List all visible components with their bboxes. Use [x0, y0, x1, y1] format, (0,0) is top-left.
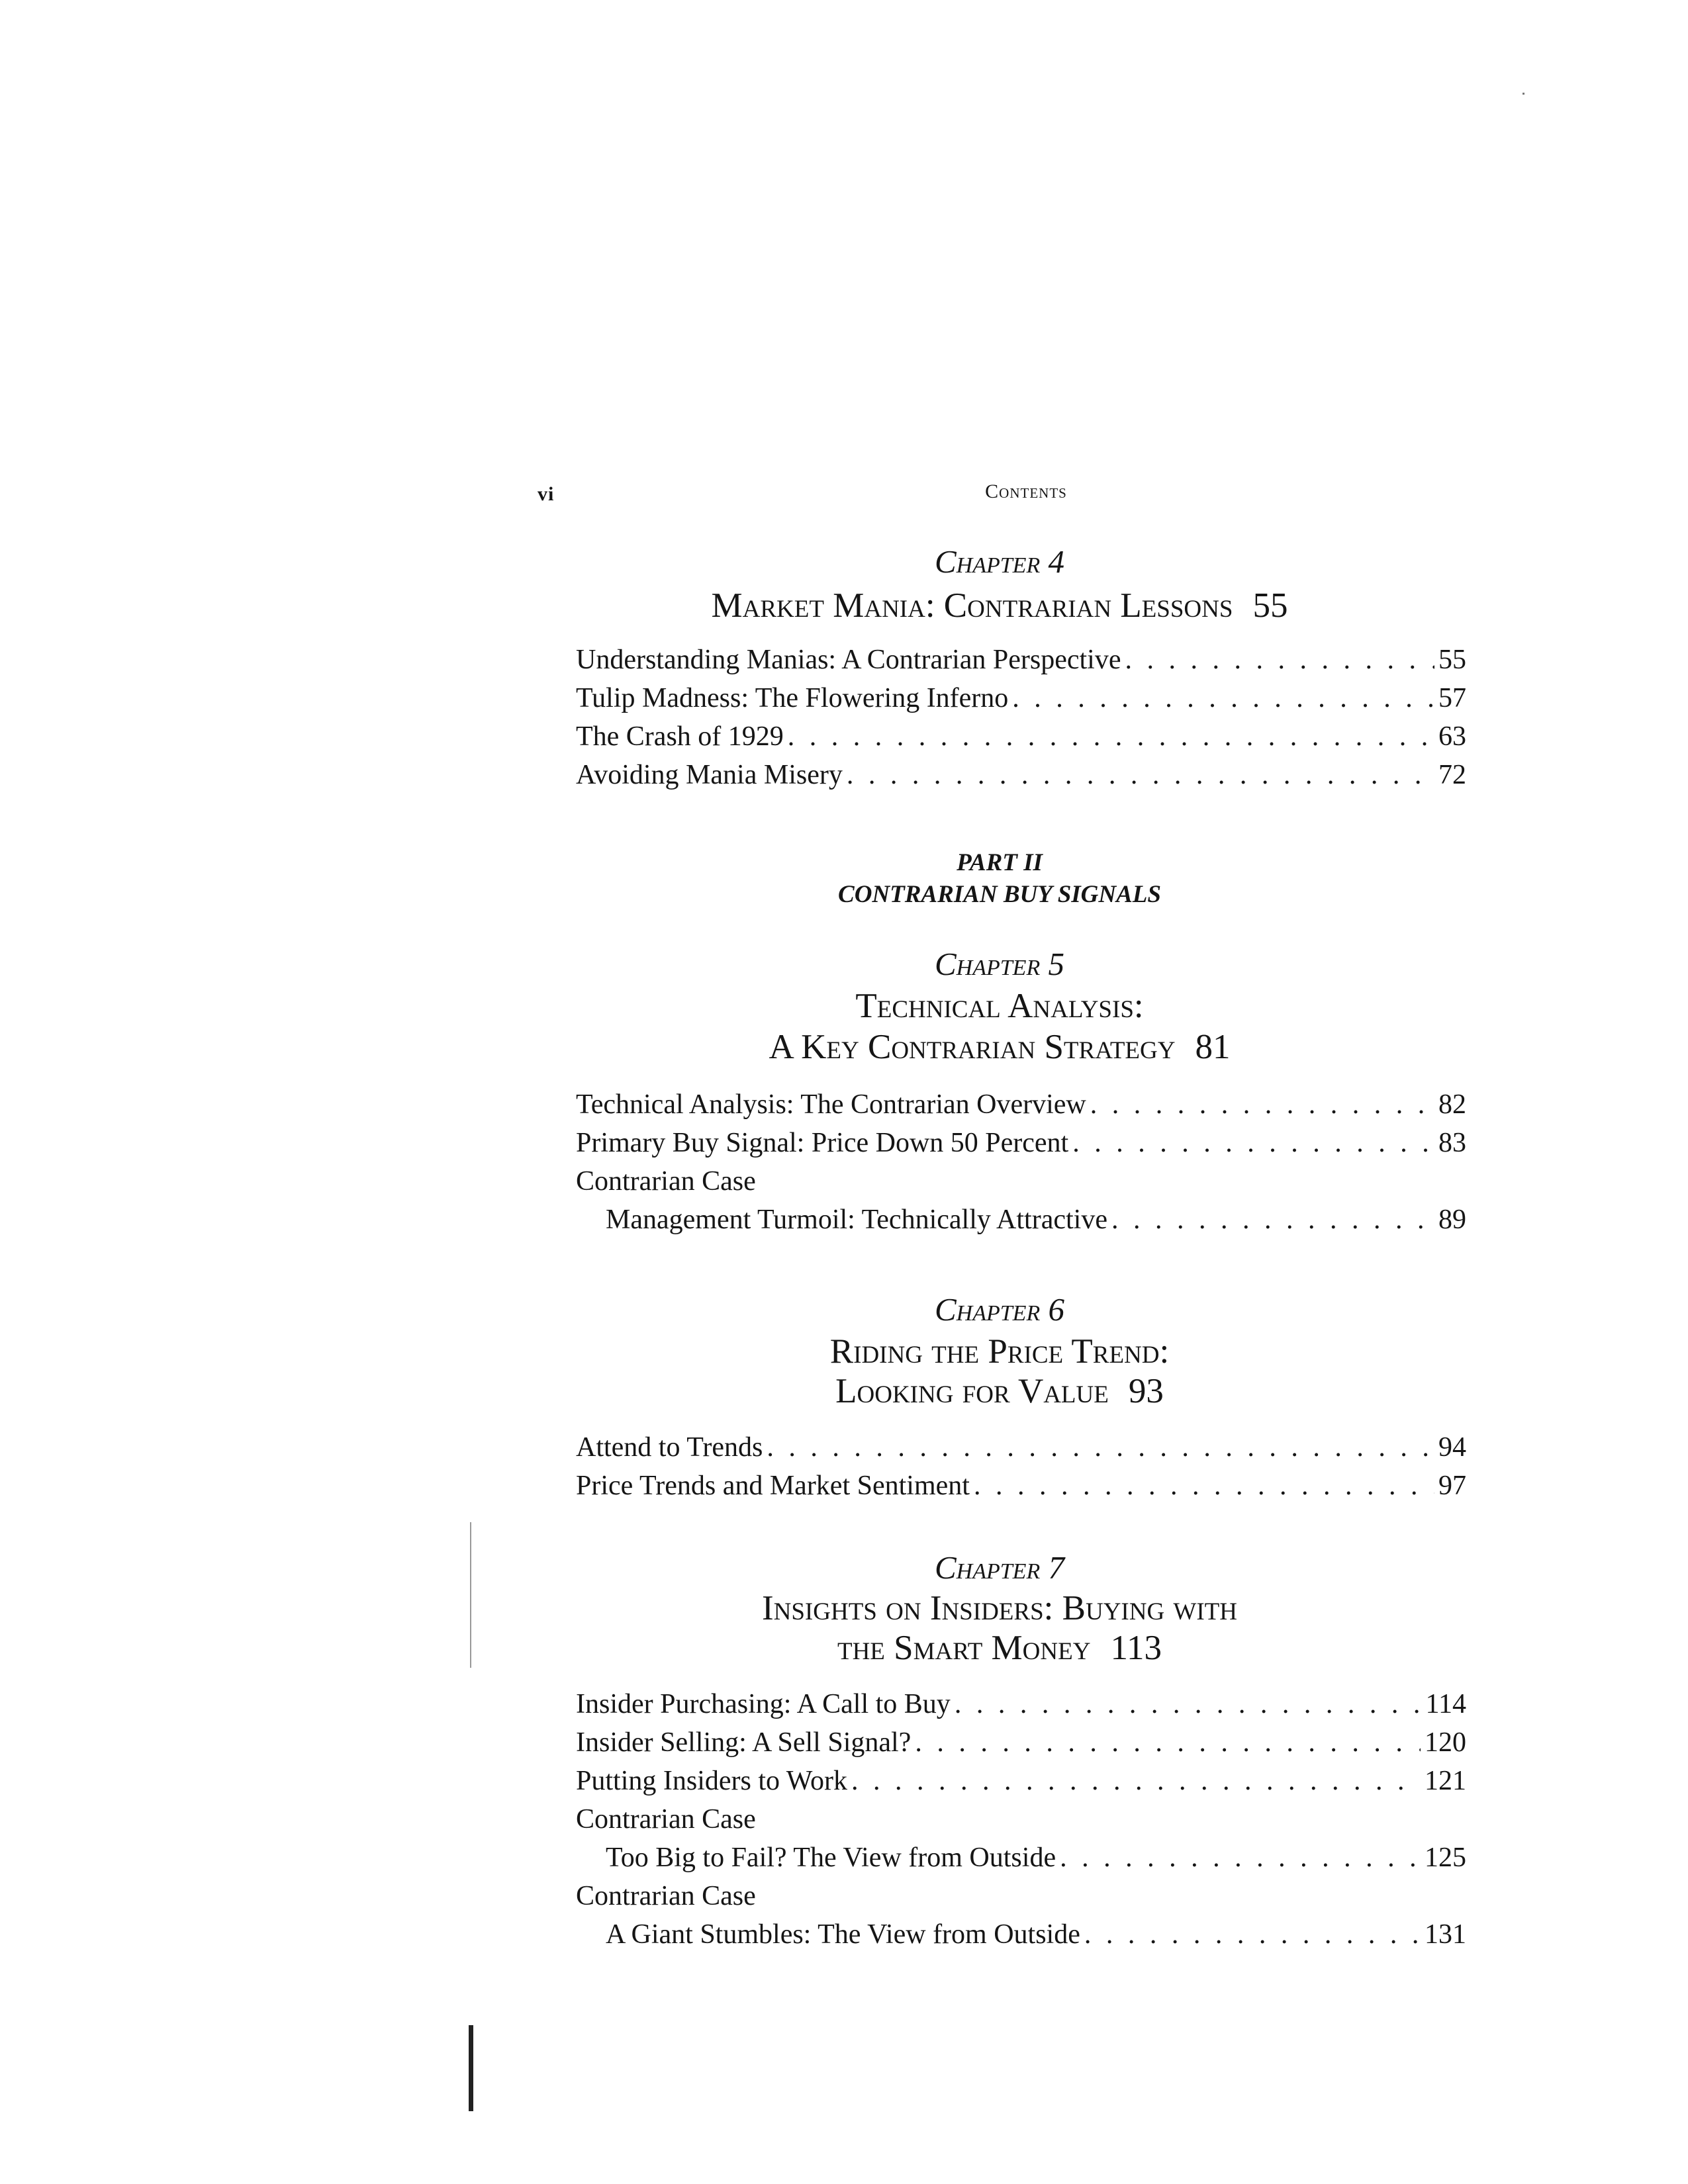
toc-entry[interactable]: [576, 679, 1466, 717]
toc-entry-title: Primary Buy Signal: Price Down 50 Percent: [576, 1128, 1069, 1158]
leader-dots: [847, 756, 1434, 794]
toc-entry-page: 55: [1438, 645, 1466, 675]
toc-entry[interactable]: [576, 1085, 1466, 1124]
toc-entry[interactable]: [576, 1685, 1466, 1723]
chapter-7-toc: [576, 1685, 1466, 1954]
running-head: Contents: [985, 480, 1067, 502]
chapter-6-toc: [576, 1428, 1466, 1505]
contrarian-case-label: Contrarian Case: [576, 1881, 756, 1911]
toc-entry-page: 57: [1438, 683, 1466, 713]
part-title: CONTRARIAN BUY SIGNALS: [838, 881, 1161, 908]
toc-entry[interactable]: [576, 1762, 1466, 1800]
toc-entry-title: Insider Purchasing: A Call to Buy: [576, 1689, 951, 1719]
toc-entry[interactable]: [576, 717, 1466, 756]
toc-entry-title: Putting Insiders to Work: [576, 1766, 848, 1796]
toc-entry-page: 121: [1425, 1766, 1466, 1796]
chapter-6-page: 93: [1128, 1372, 1164, 1410]
toc-entry-title: Attend to Trends: [576, 1432, 763, 1463]
leader-dots: [1084, 1915, 1421, 1954]
scan-artifact: [469, 2025, 473, 2111]
toc-entry-title: Too Big to Fail? The View from Outside: [606, 1843, 1056, 1873]
chapter-6-label: Chapter 6: [935, 1291, 1064, 1328]
chapter-6-title-line1: Riding the Price Trend:: [829, 1332, 1170, 1371]
toc-entry[interactable]: [576, 1428, 1466, 1467]
scan-artifact: [1523, 93, 1524, 95]
leader-dots: [767, 1428, 1434, 1467]
toc-entry[interactable]: [576, 1201, 1466, 1239]
chapter-7-title-line2: [569, 1628, 1430, 1668]
scan-artifact: [470, 1522, 471, 1668]
toc-entry[interactable]: [576, 756, 1466, 794]
toc-entry-page: 97: [1438, 1471, 1466, 1501]
toc-entry[interactable]: [576, 641, 1466, 679]
toc-entry-page: 94: [1438, 1432, 1466, 1463]
leader-dots: [851, 1762, 1421, 1800]
chapter-6-title-text: Looking for Value: [835, 1372, 1109, 1410]
toc-entry-title: Insider Selling: A Sell Signal?: [576, 1727, 912, 1758]
toc-entry-title: The Crash of 1929: [576, 721, 784, 752]
leader-dots: [955, 1685, 1422, 1723]
leader-dots: [974, 1467, 1434, 1505]
toc-entry-page: 72: [1438, 760, 1466, 790]
toc-entry-page: 63: [1438, 721, 1466, 752]
contrarian-case-label: Contrarian Case: [576, 1804, 756, 1835]
chapter-5-toc: [576, 1085, 1466, 1239]
toc-entry-title: Technical Analysis: The Contrarian Overview: [576, 1089, 1086, 1120]
contrarian-case-label: Contrarian Case: [576, 1166, 756, 1197]
chapter-7-title-line1: Insights on Insiders: Buying with: [761, 1589, 1238, 1627]
toc-entry-page: 125: [1425, 1843, 1466, 1873]
toc-entry-title: Price Trends and Market Sentiment: [576, 1471, 970, 1501]
leader-dots: [1125, 641, 1435, 679]
chapter-4-title-text: Market Mania: Contrarian Lessons: [711, 586, 1233, 625]
toc-entry-title: Avoiding Mania Misery: [576, 760, 843, 790]
leader-dots: [788, 717, 1434, 756]
leader-dots: [1060, 1839, 1421, 1877]
page-number: vi: [538, 483, 555, 505]
leader-dots: [915, 1723, 1421, 1762]
chapter-5-title-line2: [569, 1027, 1430, 1067]
leader-dots: [1090, 1085, 1434, 1124]
toc-entry-page: 82: [1438, 1089, 1466, 1120]
toc-entry[interactable]: [576, 1124, 1466, 1162]
toc-entry[interactable]: [576, 1467, 1466, 1505]
leader-dots: [1012, 679, 1434, 717]
toc-entry-page: 131: [1425, 1919, 1466, 1950]
toc-entry-title: Understanding Manias: A Contrarian Perspective: [576, 645, 1121, 675]
chapter-5-title-text: A Key Contrarian Strategy: [769, 1028, 1176, 1066]
chapter-7-title-text: the Smart Money: [837, 1629, 1091, 1667]
chapter-4-label: Chapter 4: [935, 543, 1064, 580]
leader-dots: [1111, 1201, 1434, 1239]
leader-dots: [1072, 1124, 1434, 1162]
toc-entry-title: Tulip Madness: The Flowering Inferno: [576, 683, 1009, 713]
chapter-5-label: Chapter 5: [935, 946, 1064, 982]
toc-entry-page: 89: [1438, 1205, 1466, 1235]
toc-entry[interactable]: [576, 1839, 1466, 1877]
toc-entry[interactable]: [576, 1723, 1466, 1762]
toc-entry-page: 83: [1438, 1128, 1466, 1158]
chapter-7-label: Chapter 7: [935, 1549, 1064, 1586]
toc-entry[interactable]: [576, 1915, 1466, 1954]
toc-entry-title: A Giant Stumbles: The View from Outside: [606, 1919, 1080, 1950]
chapter-6-title-line2: [569, 1371, 1430, 1411]
toc-entry-title: Management Turmoil: Technically Attractive: [606, 1205, 1107, 1235]
chapter-7-page: 113: [1110, 1629, 1162, 1667]
chapter-4-page: 55: [1252, 586, 1288, 625]
chapter-4-toc: [576, 641, 1466, 794]
toc-entry-page: 120: [1425, 1727, 1466, 1758]
chapter-5-page: 81: [1195, 1028, 1231, 1066]
toc-entry-page: 114: [1425, 1689, 1466, 1719]
part-label: PART II: [957, 849, 1043, 876]
chapter-5-title-line1: Technical Analysis:: [855, 987, 1144, 1025]
chapter-4-title: [569, 586, 1430, 625]
